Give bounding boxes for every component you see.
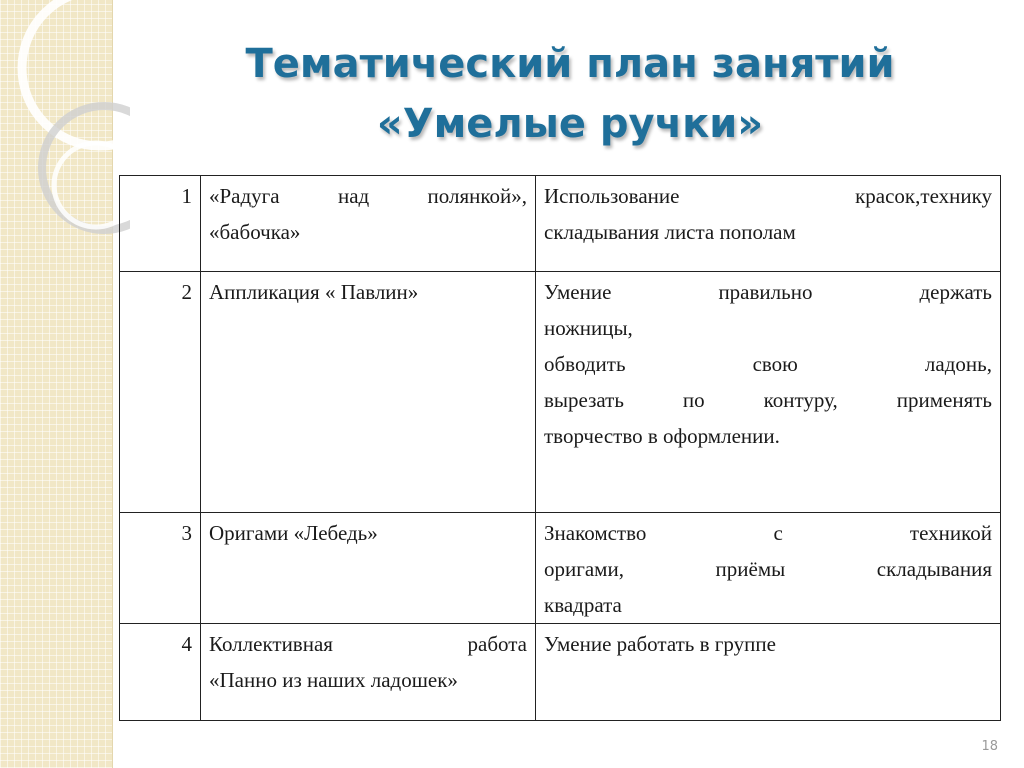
row-number: 1 [120,176,201,272]
description-line: вырезать по контуру, применять [544,388,992,412]
slide-title [140,34,1000,154]
title-line-1: Тематический план занятий [245,41,895,87]
title-line-2: «Умелые ручки» [376,101,764,147]
lesson-plan-table [119,175,1001,721]
topic-line: «Панно из наших ладошек» [209,668,458,692]
topic-line: Оригами «Лебедь» [209,521,378,545]
page-number: 18 [981,739,998,754]
table-row [120,176,1001,272]
topic-line: Аппликация « Павлин» [209,280,419,304]
lesson-description [536,513,1001,624]
lesson-description [536,624,1001,721]
table-row [120,624,1001,721]
description-line: Умение работать в группе [544,632,776,656]
row-number: 2 [120,272,201,513]
lesson-description [536,272,1001,513]
description-line: обводить свою ладонь, [544,352,992,376]
topic-line: Коллективная работа [209,632,527,656]
description-line: складывания листа пополам [544,220,796,244]
topic-line: «бабочка» [209,220,301,244]
description-line: ножницы, [544,316,633,340]
row-number: 3 [120,513,201,624]
lesson-topic [201,624,536,721]
topic-line: «Радуга над полянкой», [209,184,527,208]
description-line: Умение правильно держать [544,280,992,304]
table-row [120,272,1001,513]
lesson-topic [201,513,536,624]
lesson-description [536,176,1001,272]
description-line: оригами, приёмы складывания [544,557,992,581]
description-line: творчество в оформлении. [544,424,780,448]
decorative-circles [0,0,130,290]
lesson-topic [201,176,536,272]
description-line: квадрата [544,593,622,617]
description-line: Знакомство с техникой [544,521,992,545]
table-row [120,513,1001,624]
row-number: 4 [120,624,201,721]
description-line: Использование красок,технику [544,184,992,208]
lesson-topic [201,272,536,513]
